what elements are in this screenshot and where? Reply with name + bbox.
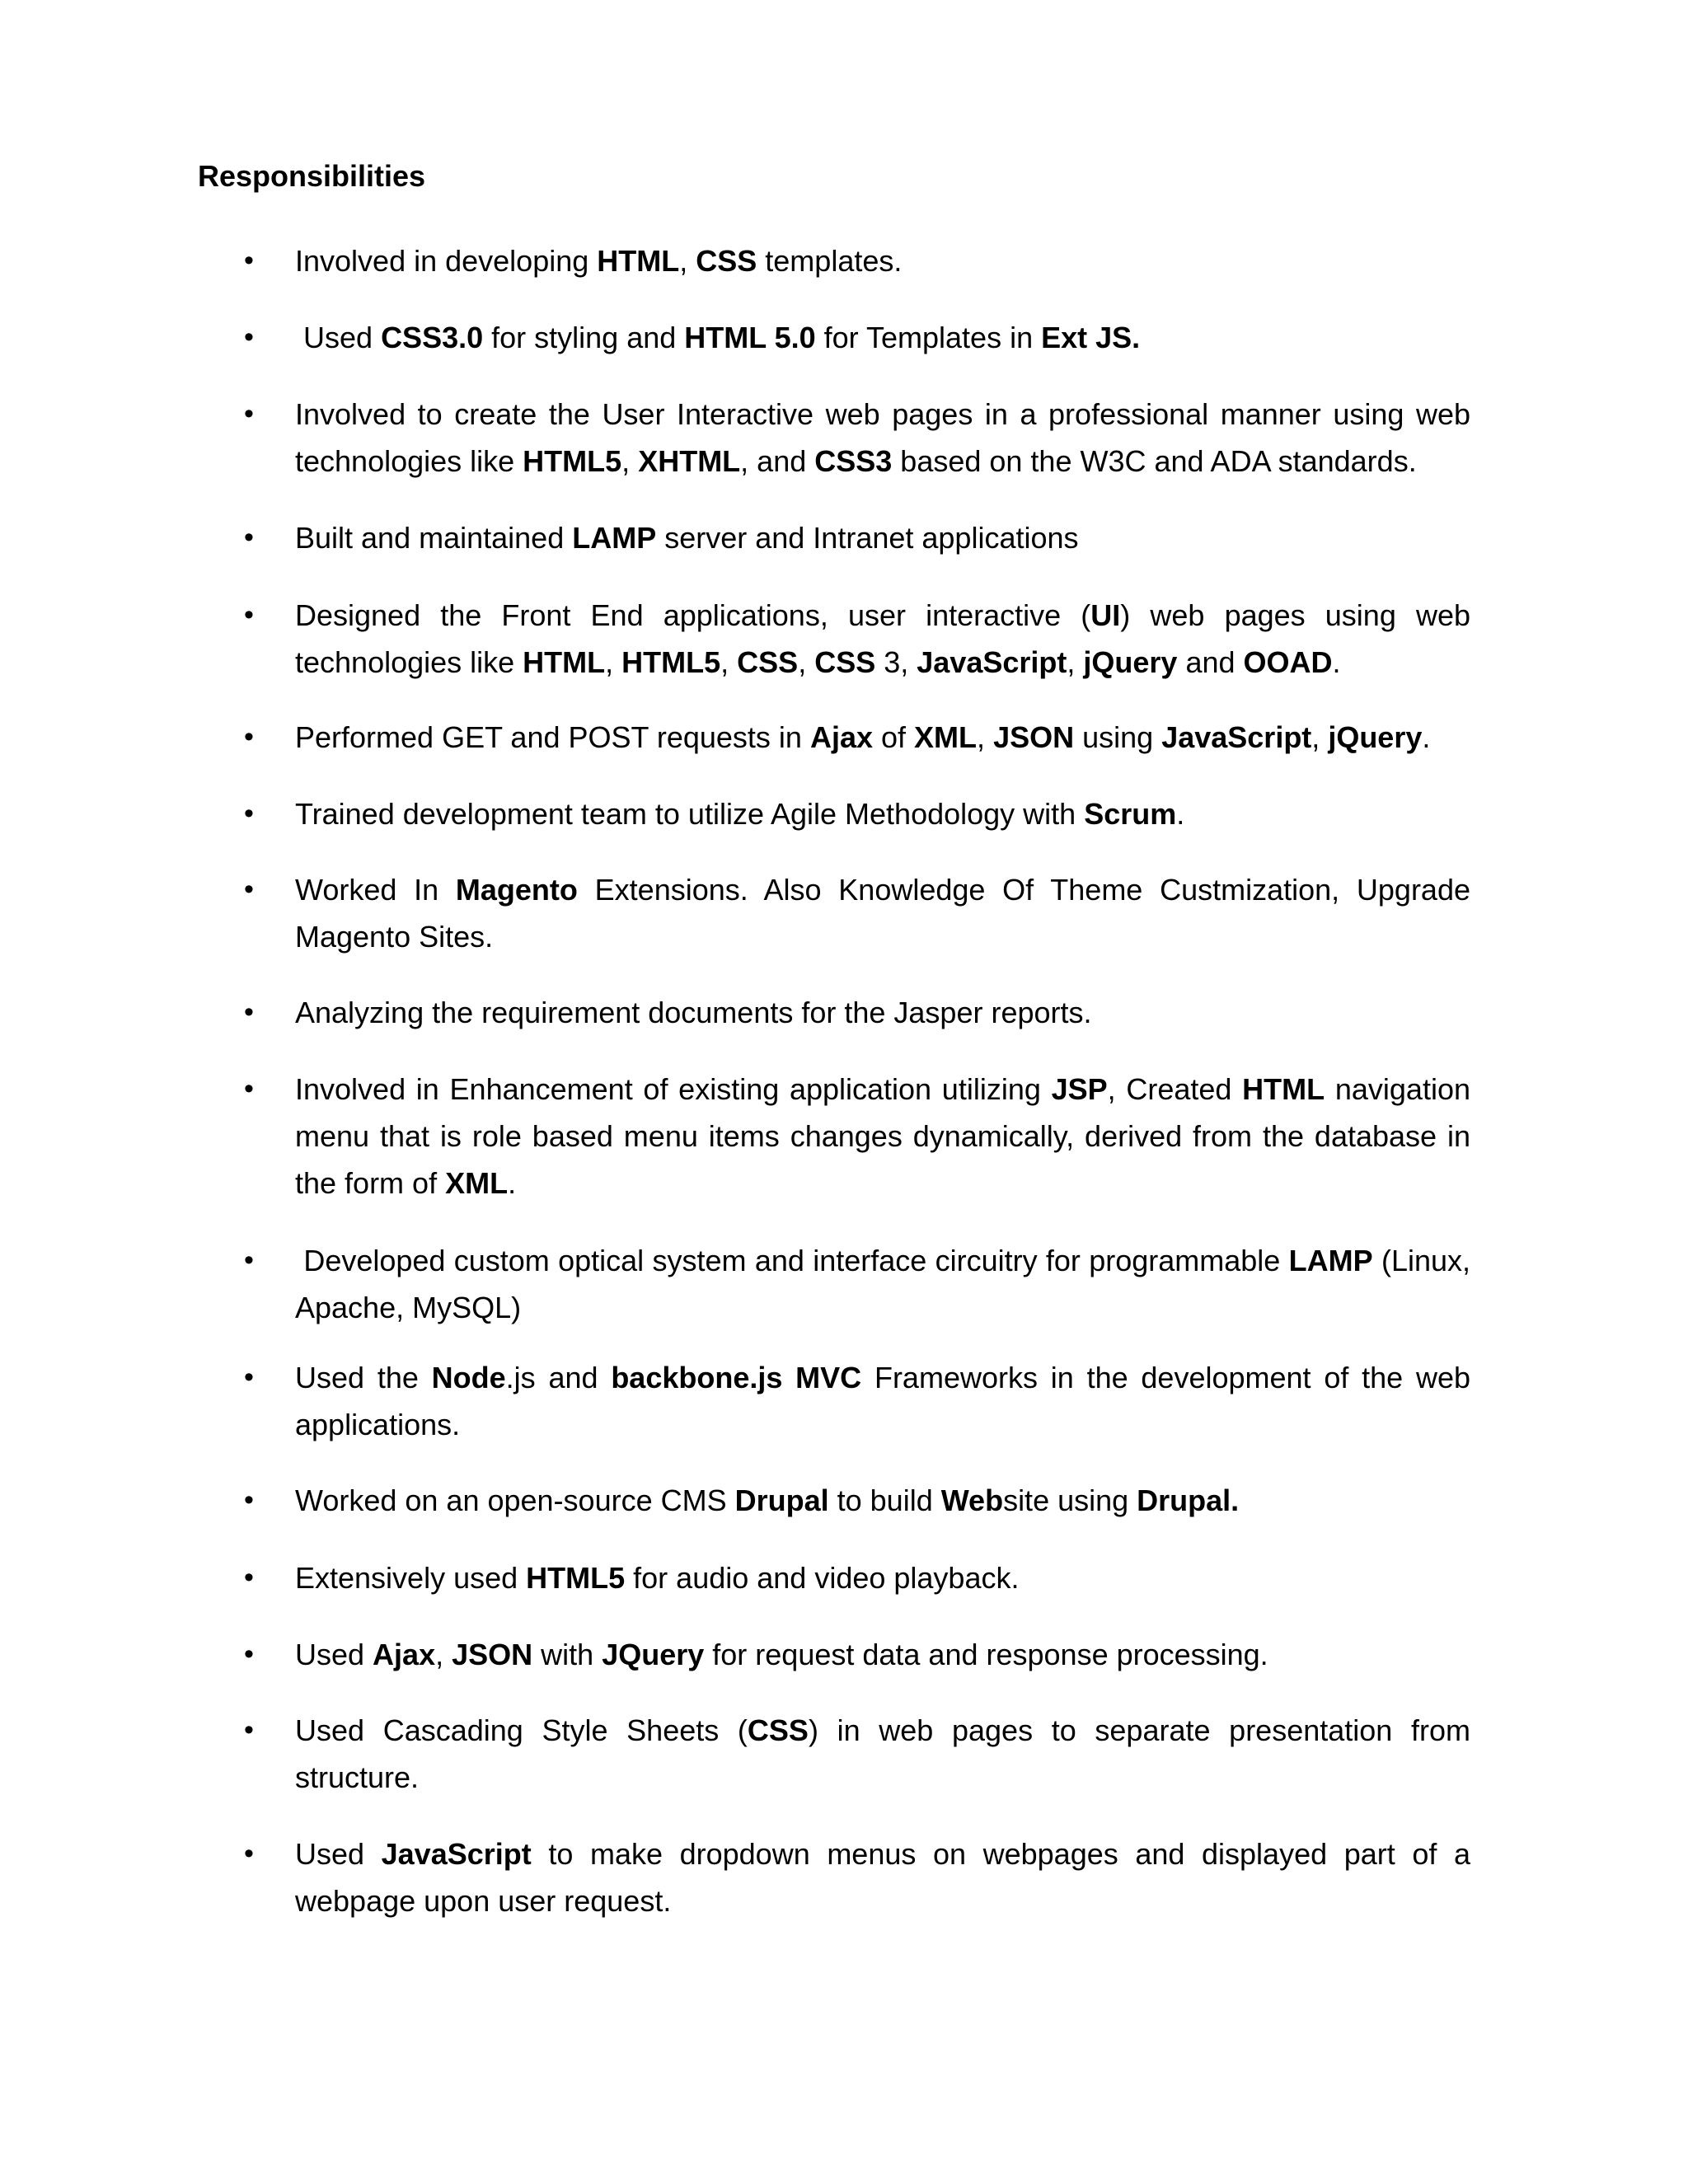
bullet-icon: •	[244, 1562, 254, 1593]
text-segment: Worked on an open-source CMS	[295, 1483, 735, 1517]
text-segment: .	[1332, 645, 1341, 679]
text-segment: .	[1176, 797, 1185, 831]
list-item-text	[295, 1554, 1470, 1601]
bullet-icon: •	[244, 798, 254, 829]
text-segment: for audio and video playback.	[625, 1561, 1020, 1595]
list-item-text	[295, 237, 1470, 284]
text-segment: Involved in Enhancement of existing application utilizing	[295, 1072, 1052, 1106]
bold-term: CSS3	[814, 444, 893, 478]
text-segment: ,	[1067, 645, 1084, 679]
bullet-icon: •	[244, 1838, 254, 1869]
text-segment: Worked In	[295, 873, 456, 907]
list-item-text	[295, 592, 1479, 686]
text-segment: Extensively used	[295, 1561, 527, 1595]
bold-term: JSON	[993, 720, 1075, 754]
text-segment: ) in web pages to separate presentation from structure.	[295, 1713, 1479, 1794]
bullet-icon: •	[244, 1638, 254, 1670]
bold-term: CSS	[747, 1713, 809, 1747]
bullet-icon: •	[244, 1361, 254, 1393]
bold-term: Ajax	[373, 1638, 436, 1671]
text-segment: ,	[977, 720, 994, 754]
bold-term: HTML	[597, 244, 680, 278]
text-segment: , Created	[1107, 1072, 1243, 1106]
bullet-icon: •	[244, 522, 254, 553]
bold-term: JavaScript	[1161, 720, 1312, 754]
bullet-icon: •	[244, 1714, 254, 1746]
bold-term: OOAD	[1243, 645, 1333, 679]
bullet-icon: •	[244, 599, 254, 630]
list-item-text	[295, 866, 1479, 960]
bullet-icon: •	[244, 1244, 254, 1276]
text-segment: 3,	[875, 645, 917, 679]
bold-term: Web	[940, 1483, 1004, 1517]
bold-term: JQuery	[602, 1638, 705, 1671]
list-item-text	[295, 1631, 1470, 1678]
bold-term: HTML5	[526, 1561, 626, 1595]
text-segment: Used	[295, 1638, 373, 1671]
bold-term: XHTML	[638, 444, 741, 478]
bold-term: Magento	[455, 873, 578, 907]
text-segment: Developed custom optical system and interface circuitry for programmable	[295, 1244, 1289, 1277]
text-segment: Designed the Front End applications, user interactive (	[295, 598, 1091, 632]
text-segment: Extensions. Also Knowledge Of Theme Custmization, Upgrade Magento Sites.	[295, 873, 1479, 954]
list-item-text	[295, 1707, 1479, 1801]
bold-term: CSS3.0	[381, 321, 484, 354]
text-segment: Involved in developing	[295, 244, 598, 278]
list-item-text	[295, 790, 1470, 837]
bold-term: XML	[914, 720, 978, 754]
bold-term: CSS	[814, 645, 876, 679]
bold-term: HTML	[1242, 1072, 1325, 1106]
list-item-text	[295, 1237, 1478, 1331]
text-segment: ,	[605, 645, 622, 679]
bold-term: XML	[445, 1166, 509, 1200]
text-segment: Performed GET and POST requests in	[295, 720, 810, 754]
list-item-text	[295, 1477, 1470, 1524]
list-item-text	[295, 989, 1470, 1036]
list-item-text	[295, 1830, 1479, 1924]
bullet-icon: •	[244, 721, 254, 752]
bullet-icon: •	[244, 321, 254, 353]
bullet-icon: •	[244, 1073, 254, 1104]
bold-term: LAMP	[1288, 1244, 1373, 1277]
bold-term: jQuery	[1083, 645, 1178, 679]
list-item-text	[295, 1354, 1479, 1448]
bold-term: backbone.js MVC	[611, 1361, 862, 1394]
bold-term: JSP	[1051, 1072, 1108, 1106]
section-heading: Responsibilities	[198, 159, 426, 193]
text-segment: for styling and	[483, 321, 685, 354]
bold-term: Scrum	[1084, 797, 1177, 831]
bold-term: HTML5	[621, 645, 721, 679]
bold-term: JavaScript	[381, 1837, 532, 1871]
bold-term: Ajax	[809, 720, 874, 754]
bold-term: Node	[431, 1361, 506, 1394]
bullet-icon: •	[244, 996, 254, 1028]
bullet-icon: •	[244, 398, 254, 429]
text-segment: ,	[621, 444, 639, 478]
text-segment: for Templates in	[815, 321, 1042, 354]
text-segment: templates.	[757, 244, 903, 278]
bullet-icon: •	[244, 1484, 254, 1516]
text-segment: for request data and response processing.	[704, 1638, 1268, 1671]
text-segment: Used	[295, 321, 382, 354]
bold-term: LAMP	[572, 521, 657, 555]
bold-term: Drupal.	[1137, 1483, 1240, 1517]
text-segment: Frameworks in the development of the web applications.	[295, 1361, 1479, 1441]
bold-term: CSS	[737, 645, 799, 679]
text-segment: ,	[435, 1638, 452, 1671]
text-segment: site using	[1003, 1483, 1137, 1517]
text-segment: .	[508, 1166, 517, 1200]
list-item-text	[295, 514, 1470, 561]
text-segment: navigation menu that is role based menu items changes dynamically, derived from the database in the form of	[295, 1072, 1479, 1200]
text-segment: Used	[295, 1837, 382, 1871]
list-item-text	[295, 314, 1470, 361]
list-item-text	[295, 714, 1470, 761]
bold-term: HTML5	[523, 444, 622, 478]
bold-term: HTML	[523, 645, 606, 679]
text-segment: Analyzing the requirement documents for the Jasper reports.	[295, 996, 1092, 1029]
text-segment: ,	[1311, 720, 1329, 754]
text-segment: ) web pages using web technologies like	[295, 598, 1479, 679]
text-segment: server and Intranet applications	[656, 521, 1079, 555]
bold-term: Drupal	[734, 1483, 829, 1517]
text-segment: .js and	[505, 1361, 612, 1394]
text-segment: (Linux, Apache, MySQL)	[295, 1244, 1478, 1324]
text-segment: with	[532, 1638, 603, 1671]
bold-term: JavaScript	[917, 645, 1067, 679]
bold-term: UI	[1090, 598, 1121, 632]
text-segment: Involved to create the User Interactive web pages in a professional manner using web technologies like	[295, 397, 1479, 478]
text-segment: of	[873, 720, 915, 754]
text-segment: Built and maintained	[295, 521, 573, 555]
list-item-text	[295, 391, 1479, 485]
text-segment: , and	[740, 444, 815, 478]
text-segment: .	[1422, 720, 1431, 754]
text-segment: based on the W3C and ADA standards.	[892, 444, 1417, 478]
text-segment: Used the	[295, 1361, 432, 1394]
text-segment: Used Cascading Style Sheets (	[295, 1713, 748, 1747]
text-segment: ,	[720, 645, 738, 679]
bold-term: Ext JS.	[1041, 321, 1141, 354]
bold-term: JSON	[452, 1638, 533, 1671]
text-segment: Trained development team to utilize Agile Methodology with	[295, 797, 1085, 831]
bold-term: jQuery	[1328, 720, 1423, 754]
bullet-icon: •	[244, 874, 254, 905]
list-item-text	[295, 1066, 1479, 1207]
text-segment: using	[1074, 720, 1162, 754]
bold-term: CSS	[696, 244, 757, 278]
bullet-icon: •	[244, 245, 254, 276]
text-segment: ,	[679, 244, 696, 278]
text-segment: to make dropdown menus on webpages and displayed part of a webpage upon user request.	[295, 1837, 1479, 1918]
text-segment: ,	[798, 645, 815, 679]
text-segment: and	[1177, 645, 1244, 679]
bold-term: HTML 5.0	[684, 321, 816, 354]
text-segment: to build	[828, 1483, 941, 1517]
